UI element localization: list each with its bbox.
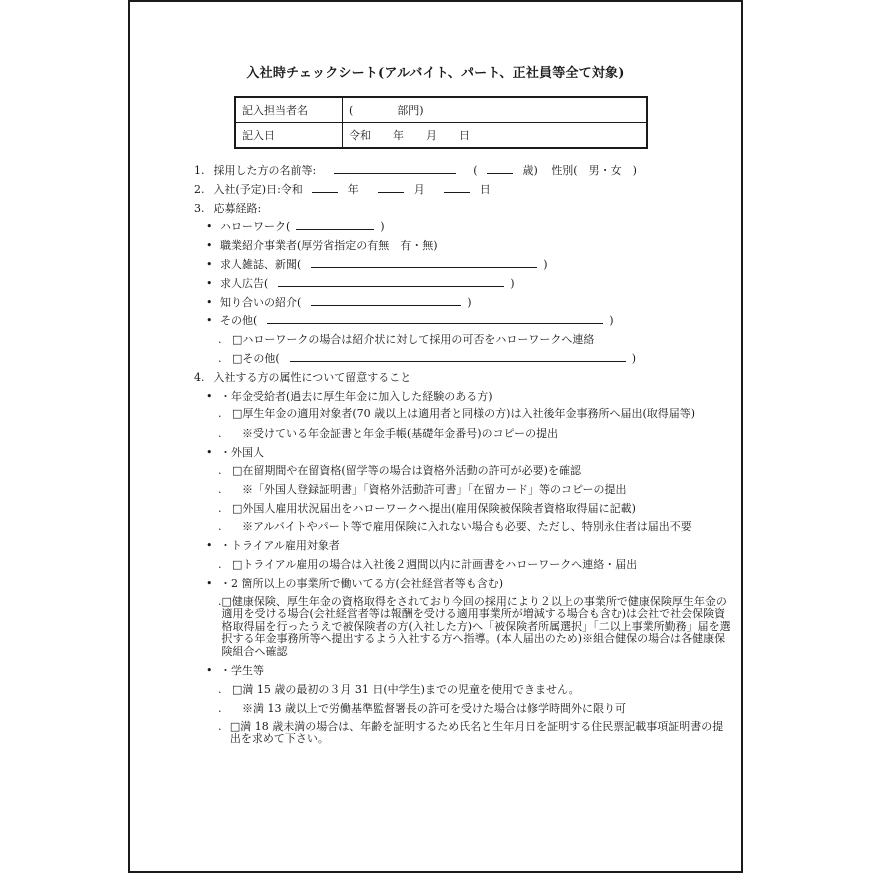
age-close: 歳) — [522, 164, 538, 177]
dot-marker: . — [218, 719, 222, 733]
route-other — [194, 312, 734, 331]
multi-heading: ・2 箇所以上の事業所で働いてる方(会社経営者等も含む) — [220, 576, 504, 590]
foreign-c1 — [194, 462, 734, 481]
bullet-icon: • — [206, 220, 213, 234]
q4-row — [194, 369, 734, 388]
bullet-icon: • — [206, 664, 213, 678]
trial-head — [194, 537, 734, 556]
route-ad — [194, 275, 734, 294]
dot-marker: . — [218, 407, 222, 421]
bullet-icon: • — [206, 257, 213, 271]
student-c2 — [194, 700, 734, 719]
foreign-checkbox-status[interactable]: □在留期間や在留資格(留学等の場合は資格外活動の許可が必要)を確認 — [232, 464, 581, 478]
trial-heading: ・トライアル雇用対象者 — [220, 539, 340, 553]
trial-checkbox[interactable]: □トライアル雇用の場合は入社後２週間以内に計画書をハローワークへ連絡・届出 — [232, 558, 638, 572]
q3-label: 応募経路: — [213, 201, 262, 215]
gender-choice[interactable]: 性別( 男・女 ) — [551, 164, 637, 177]
other2-row — [194, 350, 734, 369]
multi-c1 — [194, 594, 734, 663]
date-label: 記入日 — [235, 123, 343, 149]
dot-marker: . — [218, 483, 222, 497]
foreign-note-copies: ※「外国人登録証明書」「資格外活動許可書」「在留カード」等のコピーの提出 — [242, 483, 627, 497]
document-title: 入社時チェックシート(アルバイト、パート、正社員等全て対象) — [246, 66, 625, 81]
hellowork-blank[interactable] — [296, 218, 374, 230]
route-label: ハローワーク( — [220, 220, 291, 234]
multi-head — [194, 575, 734, 594]
table-row — [235, 97, 647, 123]
hw-note-checkbox[interactable]: □ハローワークの場合は紹介状に対して採用の可否をハローワークへ連絡 — [232, 333, 595, 347]
dot-marker: . — [218, 519, 222, 533]
dot-marker: . — [218, 502, 222, 516]
bullet-icon: • — [206, 295, 213, 309]
foreign-checkbox-report[interactable]: □外国人雇用状況届出をハローワークへ提出(雇用保険被保険者資格取得届に記載) — [232, 502, 636, 516]
day-label: 日 — [479, 182, 491, 196]
q4-label: 入社する方の属性について留意すること — [213, 370, 412, 384]
referral-blank[interactable] — [311, 294, 461, 306]
paren-close: ) — [543, 257, 548, 271]
dot-marker: . — [218, 464, 222, 478]
age-open: ( — [473, 164, 478, 177]
person-label: 記入担当者名 — [235, 97, 343, 123]
dot-marker: . — [218, 351, 222, 365]
other2-blank[interactable] — [290, 350, 626, 362]
route-label: 求人雑誌、新聞( — [220, 257, 302, 271]
foreign-c4 — [194, 519, 734, 538]
q1-label: 採用した方の名前等: — [213, 164, 317, 177]
foreign-note-parttime: ※アルバイトやパート等で雇用保険に入れない場合も必要、ただし、特別永住者は届出不要 — [242, 519, 692, 533]
student-checkbox-age18[interactable]: □満 18 歳未満の場合は、年齢を証明するため氏名と生年月日を証明する住民票記載事項証明書の提出を求めて下さい。 — [229, 719, 724, 746]
table-row — [235, 123, 647, 149]
route-agency — [194, 237, 734, 256]
foreign-c2 — [194, 481, 734, 500]
dot-marker: . — [218, 701, 222, 715]
date-field[interactable]: 令和 年 月 日 — [343, 123, 648, 149]
student-checkbox-age15[interactable]: □満 15 歳の最初の３月 31 日(中学生)までの児童を使用できません。 — [232, 683, 580, 697]
dot-marker: . — [218, 683, 222, 697]
q4-number: 4. — [194, 370, 205, 384]
trial-c1 — [194, 556, 734, 575]
bullet-icon: • — [206, 389, 213, 403]
pension-c2 — [194, 425, 734, 444]
month-label: 月 — [413, 182, 425, 196]
student-heading: ・学生等 — [220, 664, 264, 678]
info-table — [234, 96, 648, 149]
person-field[interactable]: ( 部門) — [343, 97, 648, 123]
route-hellowork — [194, 218, 734, 237]
multi-checkbox[interactable]: □健康保険、厚生年金の資格取得をされており今回の採用により２以上の事業所で健康保険厚生年金の適用を受ける場合(会社経営者等は報酬を受ける適用事業所が増減する場合も含む)は会社で社会保険資格取得届を行ったうえで被保険者の方(入社した方)へ「被保険者所属選択」「二以上事業所勤務」届を選択する年金事務所等へ提出するよう入社する方へ指導。(本人届出のため)※組合健保の場合は各健康保険組合へ確認 — [221, 594, 731, 658]
q1-row — [194, 162, 734, 181]
bullet-icon: • — [206, 539, 213, 553]
student-note-age13: ※満 13 歳以上で労働基準監督署長の許可を受けた場合は修学時間外に限り可 — [242, 701, 626, 715]
route-label: 求人広告( — [220, 276, 269, 290]
route-magazine — [194, 256, 734, 275]
route-label: 知り合いの紹介( — [220, 295, 302, 309]
bullet-icon: • — [206, 239, 213, 253]
year-label: 年 — [347, 182, 359, 196]
pension-head — [194, 388, 734, 407]
student-head — [194, 662, 734, 681]
foreign-c3 — [194, 500, 734, 519]
other2-checkbox[interactable]: □その他( — [232, 351, 280, 365]
student-c3 — [194, 719, 734, 750]
bullet-icon: • — [206, 576, 213, 590]
paren-close: ) — [631, 351, 636, 365]
magazine-blank[interactable] — [311, 256, 537, 268]
bullet-icon: • — [206, 276, 213, 290]
dot-marker: . — [218, 333, 222, 347]
pension-heading: ・年金受給者(過去に厚生年金に加入した経験のある方) — [220, 389, 493, 403]
dot-marker: . — [218, 426, 222, 440]
foreign-heading: ・外国人 — [220, 445, 264, 459]
paren-close: ) — [467, 295, 472, 309]
foreign-head — [194, 444, 734, 463]
pension-note: ※受けている年金証書と年金手帳(基礎年金番号)のコピーの提出 — [242, 426, 559, 440]
student-c1 — [194, 681, 734, 700]
hw-note-row — [194, 331, 734, 350]
paren-close: ) — [510, 276, 515, 290]
month-blank[interactable] — [378, 181, 404, 193]
q1-number: 1. — [194, 164, 205, 177]
bullet-icon: • — [206, 314, 213, 328]
day-blank[interactable] — [444, 181, 470, 193]
agency-choice[interactable]: 職業紹介事業者(厚労省指定の有無 有・無) — [220, 239, 438, 253]
dot-marker: . — [218, 594, 222, 608]
ad-blank[interactable] — [278, 275, 504, 287]
year-blank[interactable] — [312, 181, 338, 193]
q2-row — [194, 181, 734, 200]
bullet-icon: • — [206, 445, 213, 459]
checklist-body — [194, 162, 734, 750]
dot-marker: . — [218, 558, 222, 572]
document-page — [128, 0, 743, 873]
paren-close: ) — [609, 314, 614, 328]
q3-number: 3. — [194, 201, 205, 215]
route-referral — [194, 294, 734, 313]
paren-close: ) — [380, 220, 385, 234]
name-blank[interactable] — [334, 162, 456, 174]
q3-row — [194, 200, 734, 219]
route-label: その他( — [220, 314, 258, 328]
q2-number: 2. — [194, 182, 205, 196]
q2-label: 入社(予定)日:令和 — [213, 182, 303, 196]
other-blank[interactable] — [267, 312, 603, 324]
pension-c1 — [194, 406, 734, 425]
pension-checkbox[interactable]: □厚生年金の適用対象者(70 歳以上は適用者と同様の方)は入社後年金事務所へ届出(取得届等) — [232, 407, 696, 421]
age-blank[interactable] — [487, 162, 513, 174]
